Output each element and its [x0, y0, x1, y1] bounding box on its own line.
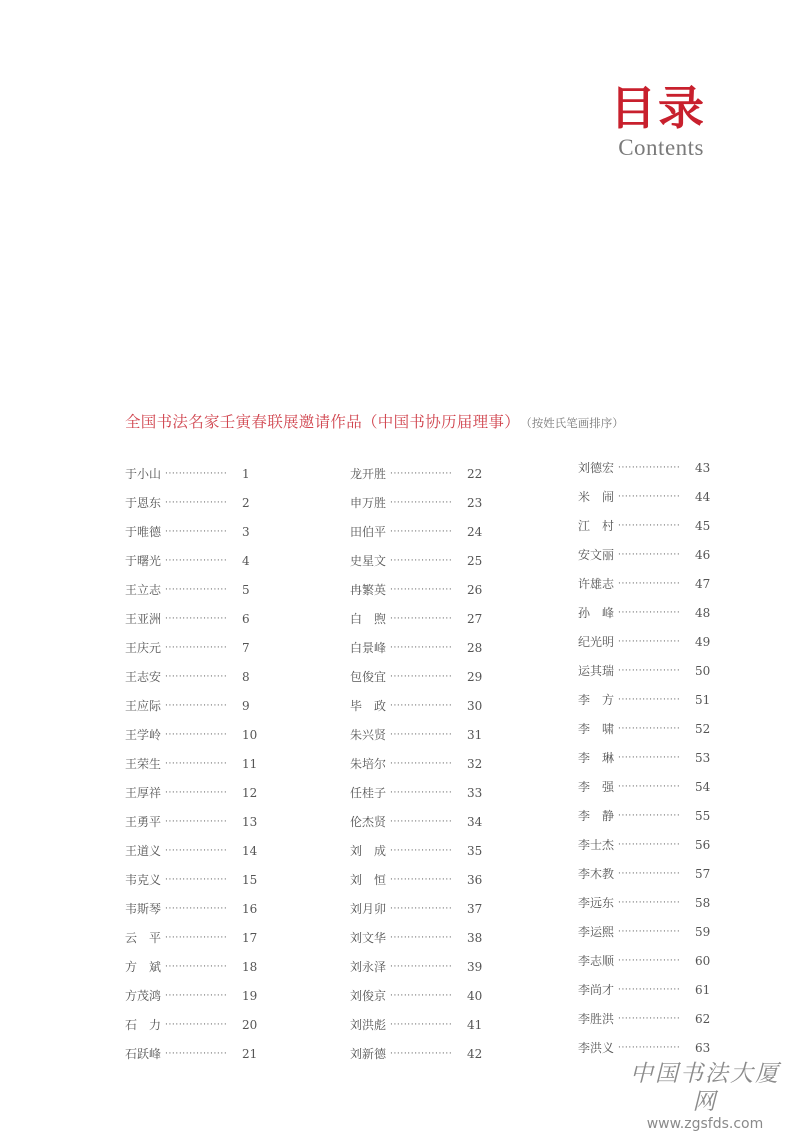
toc-dot-leader: ··················: [618, 897, 681, 908]
toc-entry-page: 55: [695, 808, 711, 823]
toc-entry[interactable]: [350, 662, 500, 691]
toc-dot-leader: ··················: [390, 468, 453, 479]
toc-entry-page: 22: [467, 466, 483, 481]
toc-dot-leader: ··················: [618, 462, 681, 473]
toc-entry-name: 韦斯琴: [125, 902, 162, 916]
toc-entry[interactable]: [125, 604, 275, 633]
section-heading: [125, 410, 624, 432]
toc-entry-page: 47: [695, 576, 711, 591]
site-watermark: [620, 1060, 790, 1132]
toc-dot-leader: ··················: [618, 926, 681, 937]
toc-entry-page: 4: [242, 553, 250, 568]
toc-entry-page: 52: [695, 721, 711, 736]
toc-entry[interactable]: [125, 981, 275, 1010]
toc-entry-page: 5: [242, 582, 250, 597]
toc-entry-name: 冉繁英: [350, 583, 387, 597]
toc-entry[interactable]: [350, 1010, 500, 1039]
toc-dot-leader: ··················: [390, 729, 453, 740]
toc-entry-page: 11: [242, 756, 258, 771]
toc-dot-leader: ··················: [618, 578, 681, 589]
toc-dot-leader: ··················: [165, 526, 228, 537]
toc-entry[interactable]: [125, 575, 275, 604]
toc-entry-name: 江 村: [578, 519, 615, 533]
toc-entry[interactable]: [578, 743, 728, 772]
toc-entry[interactable]: [125, 517, 275, 546]
toc-entry[interactable]: [350, 807, 500, 836]
toc-entry-name: 任桂子: [350, 786, 387, 800]
toc-dot-leader: ··················: [618, 607, 681, 618]
toc-entry[interactable]: [578, 569, 728, 598]
page-title: 目录: [610, 81, 706, 135]
toc-entry[interactable]: [578, 859, 728, 888]
toc-entry-page: 9: [242, 698, 250, 713]
toc-entry-page: 38: [467, 930, 483, 945]
toc-dot-leader: ··················: [390, 700, 453, 711]
toc-dot-leader: ··················: [390, 990, 453, 1001]
page-subtitle: Contents: [618, 135, 704, 160]
toc-entry-page: 18: [242, 959, 258, 974]
toc-dot-leader: ··················: [618, 781, 681, 792]
toc-entry-name: 王立志: [125, 583, 162, 597]
toc-entry-page: 2: [242, 495, 250, 510]
toc-entry[interactable]: [578, 540, 728, 569]
toc-dot-leader: ··················: [618, 984, 681, 995]
watermark-url: www.zgsfds.com: [646, 1116, 764, 1132]
toc-entry[interactable]: [578, 830, 728, 859]
toc-entry-page: 62: [695, 1011, 711, 1026]
toc-entry-name: 石跃峰: [125, 1047, 162, 1061]
toc-entry-page: 29: [467, 669, 483, 684]
toc-entry-name: 史星文: [350, 554, 387, 568]
toc-entry-name: 孙 峰: [578, 606, 615, 620]
toc-entry-name: 李 强: [578, 780, 615, 794]
toc-dot-leader: ··················: [390, 1019, 453, 1030]
toc-entry[interactable]: [350, 778, 500, 807]
toc-entry[interactable]: [578, 511, 728, 540]
toc-entry-page: 15: [242, 872, 258, 887]
toc-entry-page: 27: [467, 611, 483, 626]
toc-entry-page: 39: [467, 959, 483, 974]
toc-entry-name: 米 闹: [578, 490, 615, 504]
toc-entry-name: 王学岭: [125, 728, 162, 742]
section-title: 全国书法名家壬寅春联展邀请作品（中国书协历届理事）: [125, 413, 521, 431]
toc-entry-name: 朱培尔: [350, 757, 387, 771]
toc-entry-name: 刘 恒: [350, 873, 387, 887]
toc-entry-page: 26: [467, 582, 483, 597]
toc-entry[interactable]: [350, 575, 500, 604]
toc-entry[interactable]: [125, 459, 275, 488]
toc-entry-name: 李木教: [578, 867, 615, 881]
toc-entry-page: 43: [695, 460, 711, 475]
toc-dot-leader: ··················: [165, 787, 228, 798]
toc-entry-page: 56: [695, 837, 711, 852]
page-header: [610, 81, 706, 162]
toc-entry-page: 35: [467, 843, 483, 858]
toc-entry[interactable]: [350, 952, 500, 981]
toc-entry-page: 37: [467, 901, 483, 916]
toc-entry-page: 17: [242, 930, 258, 945]
toc-entry-name: 于唯德: [125, 525, 162, 539]
toc-entry-name: 刘新德: [350, 1047, 387, 1061]
toc-entry[interactable]: [350, 894, 500, 923]
toc-entry-page: 6: [242, 611, 250, 626]
toc-entry-page: 45: [695, 518, 711, 533]
toc-entry[interactable]: [125, 720, 275, 749]
toc-column-1: [125, 459, 275, 1068]
toc-entry-name: 田伯平: [350, 525, 387, 539]
toc-entry-name: 王厚祥: [125, 786, 162, 800]
toc-entry-name: 李洪义: [578, 1041, 615, 1055]
toc-entry[interactable]: [350, 836, 500, 865]
toc-entry-page: 42: [467, 1046, 483, 1061]
toc-dot-leader: ··················: [390, 497, 453, 508]
toc-entry-page: 25: [467, 553, 483, 568]
toc-entry-name: 刘月卯: [350, 902, 387, 916]
toc-entry[interactable]: [125, 807, 275, 836]
toc-entry-name: 李尚才: [578, 983, 615, 997]
toc-dot-leader: ··················: [390, 1048, 453, 1059]
toc-dot-leader: ··················: [390, 671, 453, 682]
toc-entry[interactable]: [350, 1039, 500, 1068]
toc-dot-leader: ··················: [165, 932, 228, 943]
toc-entry[interactable]: [350, 604, 500, 633]
toc-entry-name: 王荣生: [125, 757, 162, 771]
toc-entry-page: 16: [242, 901, 258, 916]
toc-entry-page: 14: [242, 843, 258, 858]
toc-dot-leader: ··················: [165, 497, 228, 508]
toc-entry-page: 61: [695, 982, 711, 997]
toc-entry-name: 刘文华: [350, 931, 387, 945]
toc-entry-page: 63: [695, 1040, 711, 1055]
toc-dot-leader: ··················: [390, 932, 453, 943]
toc-dot-leader: ··················: [618, 1013, 681, 1024]
toc-entry-name: 纪光明: [578, 635, 615, 649]
toc-entry-page: 44: [695, 489, 711, 504]
toc-entry-name: 李 啸: [578, 722, 615, 736]
toc-entry[interactable]: [125, 865, 275, 894]
toc-dot-leader: ··················: [618, 520, 681, 531]
toc-entry[interactable]: [578, 685, 728, 714]
toc-entry-name: 李志顺: [578, 954, 615, 968]
toc-dot-leader: ··················: [390, 642, 453, 653]
watermark-logo-text: 中国书法大厦网: [630, 1061, 780, 1115]
toc-entry[interactable]: [125, 1010, 275, 1039]
toc-entry[interactable]: [578, 656, 728, 685]
toc-entry[interactable]: [578, 801, 728, 830]
toc-entry-page: 53: [695, 750, 711, 765]
toc-entry-page: 20: [242, 1017, 258, 1032]
toc-entry-name: 毕 政: [350, 699, 387, 713]
toc-dot-leader: ··················: [165, 874, 228, 885]
toc-entry-name: 李运熙: [578, 925, 615, 939]
toc-entry[interactable]: [125, 952, 275, 981]
toc-entry-page: 19: [242, 988, 258, 1003]
toc-dot-leader: ··················: [390, 845, 453, 856]
toc-entry[interactable]: [578, 888, 728, 917]
toc-entry[interactable]: [350, 546, 500, 575]
toc-entry-name: 王志安: [125, 670, 162, 684]
toc-dot-leader: ··················: [165, 961, 228, 972]
toc-entry-name: 于恩东: [125, 496, 162, 510]
toc-entry-name: 王勇平: [125, 815, 162, 829]
toc-entry[interactable]: [350, 981, 500, 1010]
toc-entry[interactable]: [125, 836, 275, 865]
toc-entry-name: 李远东: [578, 896, 615, 910]
toc-entry[interactable]: [125, 691, 275, 720]
toc-entry[interactable]: [350, 923, 500, 952]
toc-entry-name: 石 力: [125, 1018, 162, 1032]
toc-column-2: [350, 459, 500, 1068]
toc-entry-name: 李 静: [578, 809, 615, 823]
toc-dot-leader: ··················: [165, 1048, 228, 1059]
toc-entry-page: 32: [467, 756, 483, 771]
toc-entry[interactable]: [350, 865, 500, 894]
toc-entry-name: 白景峰: [350, 641, 387, 655]
toc-entry-page: 28: [467, 640, 483, 655]
toc-entry-name: 方 斌: [125, 960, 162, 974]
toc-entry[interactable]: [350, 517, 500, 546]
toc-entry-page: 7: [242, 640, 250, 655]
toc-dot-leader: ··················: [165, 758, 228, 769]
toc-dot-leader: ··················: [390, 758, 453, 769]
toc-dot-leader: ··················: [165, 642, 228, 653]
toc-dot-leader: ··················: [390, 613, 453, 624]
toc-dot-leader: ··················: [165, 1019, 228, 1030]
toc-entry[interactable]: [350, 749, 500, 778]
toc-dot-leader: ··················: [390, 555, 453, 566]
toc-dot-leader: ··················: [618, 868, 681, 879]
toc-dot-leader: ··················: [618, 636, 681, 647]
toc-dot-leader: ··················: [618, 549, 681, 560]
toc-dot-leader: ··················: [165, 613, 228, 624]
toc-entry-name: 方茂鸿: [125, 989, 162, 1003]
toc-entry-name: 刘 成: [350, 844, 387, 858]
toc-entry-name: 申万胜: [350, 496, 387, 510]
toc-entry-page: 31: [467, 727, 483, 742]
toc-entry-name: 于曙光: [125, 554, 162, 568]
toc-dot-leader: ··················: [618, 665, 681, 676]
toc-entry[interactable]: [578, 627, 728, 656]
toc-dot-leader: ··················: [390, 874, 453, 885]
toc-entry-page: 49: [695, 634, 711, 649]
toc-entry[interactable]: [578, 482, 728, 511]
toc-entry[interactable]: [350, 691, 500, 720]
toc-entry-page: 12: [242, 785, 258, 800]
toc-entry-name: 朱兴贤: [350, 728, 387, 742]
toc-entry[interactable]: [578, 975, 728, 1004]
toc-entry-name: 包俊宜: [350, 670, 387, 684]
toc-entry-name: 运其瑞: [578, 664, 615, 678]
toc-entry[interactable]: [578, 714, 728, 743]
toc-dot-leader: ··················: [390, 816, 453, 827]
toc-entry-name: 白 煦: [350, 612, 387, 626]
toc-dot-leader: ··················: [165, 584, 228, 595]
toc-dot-leader: ··················: [618, 752, 681, 763]
toc-entry[interactable]: [578, 917, 728, 946]
toc-dot-leader: ··················: [618, 694, 681, 705]
toc-entry-page: 54: [695, 779, 711, 794]
toc-entry-page: 60: [695, 953, 711, 968]
toc-entry[interactable]: [578, 453, 728, 482]
toc-entry-name: 王亚洲: [125, 612, 162, 626]
toc-entry-page: 10: [242, 727, 258, 742]
toc-dot-leader: ··················: [165, 729, 228, 740]
toc-dot-leader: ··················: [390, 526, 453, 537]
toc-dot-leader: ··················: [618, 810, 681, 821]
toc-dot-leader: ··················: [390, 961, 453, 972]
toc-dot-leader: ··················: [165, 903, 228, 914]
toc-entry-page: 46: [695, 547, 711, 562]
toc-entry[interactable]: [125, 546, 275, 575]
toc-entry[interactable]: [578, 1033, 728, 1062]
toc-entry[interactable]: [125, 488, 275, 517]
toc-entry[interactable]: [350, 459, 500, 488]
toc-column-3: [578, 453, 728, 1062]
toc-entry[interactable]: [350, 720, 500, 749]
toc-dot-leader: ··················: [165, 700, 228, 711]
toc-entry-page: 13: [242, 814, 258, 829]
toc-entry[interactable]: [125, 633, 275, 662]
toc-entry-page: 41: [467, 1017, 483, 1032]
toc-entry[interactable]: [350, 633, 500, 662]
toc-entry-name: 刘德宏: [578, 461, 615, 475]
toc-entry-page: 33: [467, 785, 483, 800]
toc-entry-name: 刘永泽: [350, 960, 387, 974]
toc-dot-leader: ··················: [165, 468, 228, 479]
toc-dot-leader: ··················: [165, 816, 228, 827]
toc-entry-name: 李 方: [578, 693, 615, 707]
toc-entry-page: 24: [467, 524, 483, 539]
toc-entry-name: 云 平: [125, 931, 162, 945]
section-sort-note: （按姓氏笔画排序）: [526, 416, 624, 430]
toc-entry-page: 51: [695, 692, 711, 707]
toc-entry-name: 刘俊京: [350, 989, 387, 1003]
toc-dot-leader: ··················: [165, 671, 228, 682]
toc-entry[interactable]: [125, 923, 275, 952]
toc-dot-leader: ··················: [618, 723, 681, 734]
toc-dot-leader: ··················: [618, 955, 681, 966]
toc-entry-page: 1: [242, 466, 250, 481]
toc-entry[interactable]: [578, 772, 728, 801]
toc-entry-name: 王道义: [125, 844, 162, 858]
toc-entry-name: 于小山: [125, 467, 162, 481]
toc-entry-name: 龙开胜: [350, 467, 387, 481]
toc-entry-name: 王庆元: [125, 641, 162, 655]
toc-dot-leader: ··················: [390, 584, 453, 595]
toc-entry[interactable]: [125, 894, 275, 923]
toc-entry-page: 8: [242, 669, 250, 684]
toc-entry-page: 50: [695, 663, 711, 678]
toc-entry-page: 40: [467, 988, 483, 1003]
toc-entry-name: 王应际: [125, 699, 162, 713]
toc-entry-page: 3: [242, 524, 250, 539]
toc-entry-page: 36: [467, 872, 483, 887]
toc-entry-page: 59: [695, 924, 711, 939]
toc-entry-page: 21: [242, 1046, 258, 1061]
toc-dot-leader: ··················: [165, 555, 228, 566]
toc-entry[interactable]: [578, 1004, 728, 1033]
toc-entry[interactable]: [125, 1039, 275, 1068]
toc-entry[interactable]: [125, 749, 275, 778]
toc-dot-leader: ··················: [165, 845, 228, 856]
toc-entry-page: 58: [695, 895, 711, 910]
toc-entry[interactable]: [125, 778, 275, 807]
toc-entry-page: 34: [467, 814, 483, 829]
toc-entry-page: 30: [467, 698, 483, 713]
toc-dot-leader: ··················: [390, 903, 453, 914]
toc-entry-page: 57: [695, 866, 711, 881]
toc-dot-leader: ··················: [618, 839, 681, 850]
toc-entry-name: 李 琳: [578, 751, 615, 765]
toc-entry-name: 安文丽: [578, 548, 615, 562]
toc-dot-leader: ··················: [618, 491, 681, 502]
toc-entry[interactable]: [578, 946, 728, 975]
toc-entry[interactable]: [578, 598, 728, 627]
toc-dot-leader: ··················: [390, 787, 453, 798]
toc-entry-name: 刘洪彪: [350, 1018, 387, 1032]
toc-entry-page: 48: [695, 605, 711, 620]
toc-entry-name: 伦杰贤: [350, 815, 387, 829]
toc-dot-leader: ··················: [618, 1042, 681, 1053]
toc-entry[interactable]: [350, 488, 500, 517]
toc-entry-name: 李士杰: [578, 838, 615, 852]
toc-entry-name: 韦克义: [125, 873, 162, 887]
toc-entry-name: 李胜洪: [578, 1012, 615, 1026]
toc-entry-page: 23: [467, 495, 483, 510]
toc-entry[interactable]: [125, 662, 275, 691]
toc-dot-leader: ··················: [165, 990, 228, 1001]
toc-entry-name: 许雄志: [578, 577, 615, 591]
